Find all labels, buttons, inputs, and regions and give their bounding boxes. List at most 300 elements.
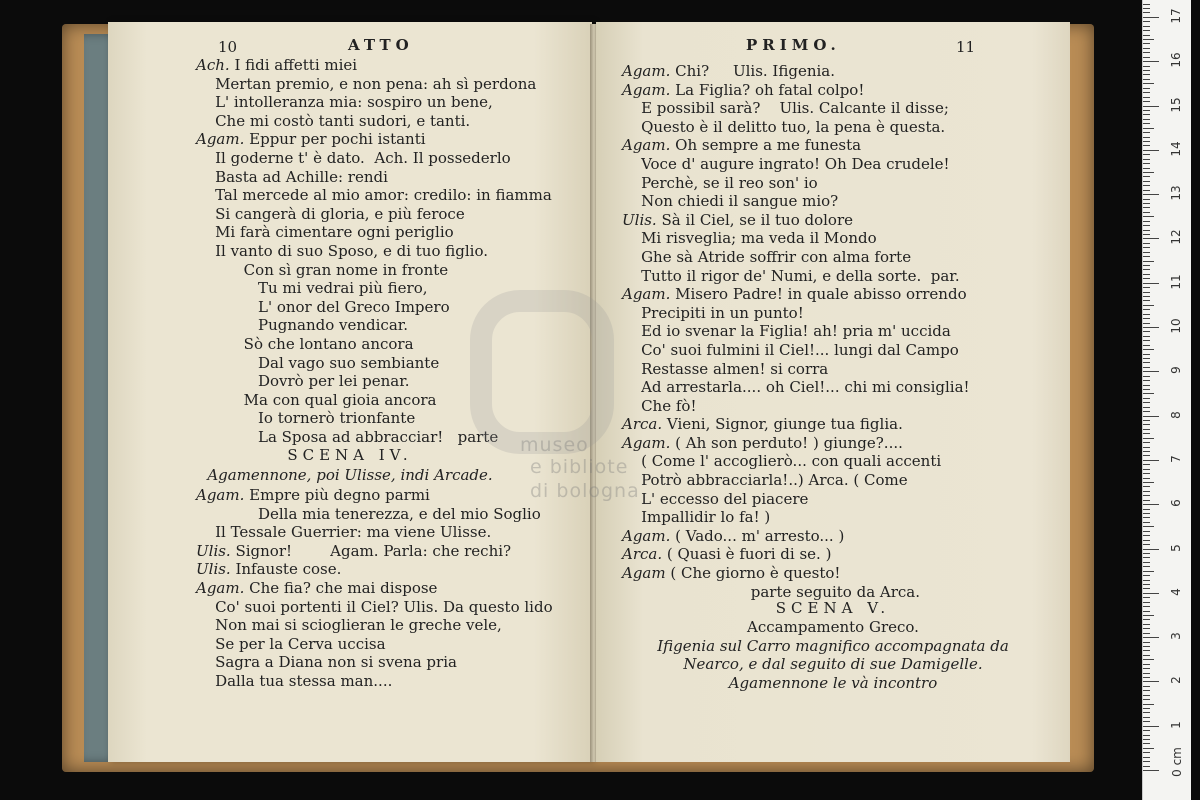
ruler-tick [1143, 371, 1159, 372]
line-text: Impallidir lo fa! ) [622, 508, 771, 527]
ruler-tick [1143, 544, 1150, 545]
ruler-tick [1143, 478, 1150, 479]
ruler-tick [1143, 712, 1150, 713]
ruler-tick [1143, 726, 1159, 727]
text-line [622, 378, 970, 397]
text-line [196, 616, 553, 635]
speaker-label: Agam [622, 564, 666, 583]
text-line [622, 62, 970, 81]
line-text: Tu mi vedrai più fiero, [196, 279, 428, 298]
text-line [196, 579, 553, 598]
ruler-tick [1143, 305, 1154, 306]
ruler-tick [1143, 473, 1150, 474]
speaker-label: Ulis. [622, 210, 657, 229]
ruler-tick [1143, 376, 1150, 377]
ruler-tick [1143, 602, 1150, 603]
ruler-tick [1143, 207, 1150, 208]
ruler-tick [1143, 123, 1150, 124]
watermark-text: museo [520, 434, 589, 456]
ruler-tick [1143, 642, 1150, 643]
ruler-tick [1143, 757, 1150, 758]
ruler-number: 8 [1169, 410, 1183, 419]
scene-line: Nearco, e dal seguito di sue Damigelle. [683, 655, 983, 674]
scene-description [596, 618, 1070, 692]
ruler-tick [1143, 526, 1154, 527]
ruler-tick [1143, 673, 1150, 674]
ruler-tick [1143, 35, 1150, 36]
ruler-tick [1143, 314, 1150, 315]
text-line [196, 598, 553, 617]
ruler-tick [1143, 380, 1150, 381]
text-line [196, 75, 552, 94]
speaker-label: Agam. [196, 578, 245, 597]
ruler-tick [1143, 261, 1154, 262]
text-line [622, 81, 970, 100]
ruler-tick [1143, 296, 1150, 297]
right-page [596, 22, 1070, 762]
ruler-tick [1143, 429, 1150, 430]
text-line [196, 205, 552, 224]
ruler-tick [1143, 300, 1150, 301]
ruler-tick [1143, 407, 1150, 408]
ruler-tick [1143, 39, 1154, 40]
ruler-tick [1143, 455, 1150, 456]
ruler-tick [1143, 628, 1150, 629]
ruler-tick [1143, 580, 1150, 581]
text-line [622, 564, 970, 583]
line-text: Chi? Ulis. Ifigenia. [670, 62, 836, 80]
text-line [196, 130, 552, 149]
line-text: Ma con qual gioia ancora [196, 390, 437, 409]
line-text: ( Come l' accoglierò... con quali accenti [622, 452, 942, 471]
ruler-tick [1143, 571, 1154, 572]
ruler-tick [1143, 119, 1150, 120]
ruler-tick [1143, 114, 1150, 115]
ruler-tick [1143, 101, 1150, 102]
line-text: E possibil sarà? Ulis. Calcante il disse; [622, 99, 949, 118]
ruler-tick [1143, 230, 1150, 231]
line-text: Ghe sà Atride soffrir con alma forte [622, 247, 912, 266]
ruler-tick [1143, 331, 1150, 332]
ruler-tick [1143, 770, 1159, 771]
text-line [622, 471, 970, 490]
text-line [196, 261, 552, 280]
line-text: I fidi affetti miei [229, 56, 358, 74]
line-text: Signor! Agam. Parla: che rechi? [230, 541, 512, 560]
ruler-tick [1143, 159, 1150, 160]
line-text: Vieni, Signor, giunge tua figlia. [662, 415, 903, 434]
ruler-tick [1143, 540, 1150, 541]
line-text: Infauste cose. [230, 560, 342, 579]
speaker-label: Ulis. [196, 560, 231, 579]
ruler-tick [1143, 447, 1150, 448]
ruler-tick [1143, 83, 1154, 84]
line-text: Non mai si scioglieran le greche vele, [196, 616, 502, 635]
text-line [196, 56, 552, 75]
ruler-tick [1143, 504, 1159, 505]
ruler-tick [1143, 97, 1150, 98]
text-line [622, 155, 970, 174]
ruler-number: 6 [1169, 499, 1183, 508]
ruler-tick [1143, 398, 1150, 399]
line-text: Misero Padre! in quale abisso orrendo [670, 285, 967, 304]
ruler-tick [1143, 619, 1150, 620]
ruler-tick [1143, 225, 1150, 226]
speaker-label: Agam. [622, 136, 671, 155]
ruler-tick [1143, 287, 1150, 288]
ruler-tick [1143, 655, 1150, 656]
ruler-tick [1143, 699, 1150, 700]
text-line [622, 360, 970, 379]
ruler-tick [1143, 221, 1150, 222]
line-text: Che fia? che mai dispose [244, 578, 438, 597]
ruler-tick [1143, 336, 1150, 337]
ruler-tick [1143, 486, 1150, 487]
line-text: Voce d' augure ingrato! Oh Dea crudele! [622, 154, 950, 173]
ruler-tick [1143, 256, 1150, 257]
text-line [622, 211, 970, 230]
ruler-number: 5 [1169, 543, 1183, 552]
ruler-tick [1143, 349, 1154, 350]
ruler-tick [1143, 766, 1150, 767]
ruler-tick [1143, 243, 1150, 244]
ruler-tick [1143, 495, 1150, 496]
ruler-number: 9 [1169, 366, 1183, 375]
ruler-tick [1143, 491, 1150, 492]
speaker-label: Arca. [622, 415, 663, 434]
line-text: L' onor del Greco Impero [196, 297, 450, 316]
ruler-tick [1143, 553, 1150, 554]
ruler-tick [1143, 234, 1150, 235]
speaker-label: Agam. [622, 433, 671, 452]
line-text: Basta ad Achille: rendi [196, 167, 388, 186]
ruler-tick [1143, 137, 1150, 138]
line-text: Ad arrestarla.... oh Ciel!... chi mi consiglia! [622, 378, 970, 397]
ruler-tick [1143, 752, 1150, 753]
ruler-tick [1143, 735, 1150, 736]
ruler-tick [1143, 690, 1150, 691]
ruler-tick [1143, 340, 1150, 341]
text-line [622, 192, 970, 211]
speaker-label: Ulis. [196, 541, 231, 560]
ruler-tick [1143, 748, 1154, 749]
ruler-tick [1143, 606, 1150, 607]
ruler-tick [1143, 469, 1150, 470]
ruler-tick [1143, 354, 1150, 355]
line-text: Sagra a Diana non si svena pria [196, 653, 457, 672]
text-line [196, 93, 552, 112]
text-line [622, 341, 970, 360]
text-line [196, 168, 552, 187]
speaker-label: Agam. [622, 285, 671, 304]
line-text: L' intolleranza mia: sospiro un bene, [196, 93, 493, 112]
ruler-tick [1143, 194, 1159, 195]
ruler-tick [1143, 66, 1150, 67]
ruler-number: 7 [1169, 455, 1183, 463]
line-text: Dovrò per lei penar. [196, 372, 410, 391]
ruler-number: 13 [1169, 185, 1183, 201]
ruler-tick [1143, 247, 1150, 248]
line-text: Il goderne t' è dato. Ach. Il possederlo [196, 148, 511, 167]
text-line [622, 267, 970, 286]
library-watermark [470, 290, 614, 454]
ruler-tick [1143, 278, 1150, 279]
line-text: L' eccesso del piacere [622, 489, 809, 508]
ruler-tick [1143, 26, 1150, 27]
ruler-tick [1143, 92, 1150, 93]
line-text: Sà il Ciel, se il tuo dolore [656, 210, 854, 229]
ruler-tick [1143, 646, 1150, 647]
ruler-tick [1143, 451, 1150, 452]
ruler-tick [1143, 141, 1150, 142]
ruler-tick [1143, 411, 1150, 412]
ruler-tick [1143, 309, 1150, 310]
text-line [196, 186, 552, 205]
text-line [196, 486, 553, 505]
ruler-tick [1143, 424, 1150, 425]
ruler-tick [1143, 283, 1159, 284]
ruler-tick [1143, 522, 1150, 523]
ruler-tick [1143, 611, 1150, 612]
ruler-tick [1143, 615, 1154, 616]
ruler-tick [1143, 562, 1150, 563]
line-text: Io tornerò trionfante [196, 409, 416, 428]
ruler-tick [1143, 597, 1150, 598]
ruler-tick [1143, 442, 1150, 443]
ruler-tick [1143, 385, 1150, 386]
ruler-tick [1143, 633, 1150, 634]
ruler-number: 10 [1169, 318, 1183, 334]
line-text: Mi risveglia; ma veda il Mondo [622, 229, 877, 248]
line-text: Dal vago suo sembiante [196, 353, 440, 372]
line-text: Sò che lontano ancora [196, 334, 414, 353]
ruler-tick [1143, 70, 1150, 71]
line-text: Tal mercede al mio amor: credilo: in fiamma [196, 186, 552, 205]
ruler-tick [1143, 402, 1150, 403]
speaker-label: Agam. [622, 526, 671, 545]
text-block-2 [196, 486, 553, 691]
ruler-tick [1143, 323, 1150, 324]
line-text: Che fò! [622, 396, 697, 415]
ruler-tick [1143, 154, 1150, 155]
ruler-tick [1143, 566, 1150, 567]
text-line [622, 229, 970, 248]
line-text: La Figlia? oh fatal colpo! [670, 80, 865, 99]
text-line [196, 242, 552, 261]
ruler-tick [1143, 145, 1150, 146]
ruler-tick [1143, 708, 1150, 709]
text-line [622, 434, 970, 453]
speaker-label: Agam. [622, 80, 671, 99]
ruler-tick [1143, 172, 1154, 173]
ruler-tick [1143, 216, 1154, 217]
ruler-tick [1143, 637, 1159, 638]
ruler-tick [1143, 252, 1150, 253]
line-text: Empre più degno parmi [244, 486, 430, 504]
ruler-tick [1143, 132, 1150, 133]
ruler-tick [1143, 717, 1150, 718]
ruler-number: 4 [1169, 587, 1183, 596]
text-line [622, 248, 970, 267]
watermark-text: e bibliote [530, 456, 629, 478]
ruler-tick [1143, 517, 1150, 518]
ruler-tick [1143, 181, 1150, 182]
ruler-tick [1143, 624, 1150, 625]
text-line [196, 505, 553, 524]
page-number: 11 [956, 38, 976, 56]
line-text: Il Tessale Guerrier: ma viene Ulisse. [196, 523, 492, 542]
ruler-tick [1143, 664, 1150, 665]
running-head: ATTO [348, 36, 414, 54]
scene-title: SCENA V. [775, 599, 891, 617]
ruler-tick [1143, 433, 1150, 434]
line-text: Se per la Cerva uccisa [196, 634, 386, 653]
ruler-number: 15 [1169, 96, 1183, 113]
line-text: ( Che giorno è questo! [665, 564, 841, 583]
ruler-tick [1143, 48, 1150, 49]
ruler-tick [1143, 681, 1159, 682]
ruler-tick [1143, 584, 1150, 585]
ruler-tick [1143, 110, 1150, 111]
ruler-tick [1143, 12, 1150, 13]
text-line [622, 174, 970, 193]
ruler-tick [1143, 721, 1150, 722]
ruler-tick [1143, 367, 1150, 368]
text-line [622, 322, 970, 341]
line-text: Questo è il delitto tuo, la pena è questa. [622, 117, 946, 136]
ruler-tick [1143, 265, 1150, 266]
line-text: Oh sempre a me funesta [670, 136, 862, 155]
text-block [622, 62, 970, 601]
ruler-tick [1143, 500, 1150, 501]
ruler-tick [1143, 743, 1150, 744]
ruler-tick [1143, 30, 1150, 31]
ruler-tick [1143, 8, 1150, 9]
ruler-tick [1143, 52, 1150, 53]
text-line [622, 99, 970, 118]
ruler-tick [1143, 588, 1150, 589]
line-text: Con sì gran nome in fronte [196, 260, 449, 279]
line-text: parte seguito da Arca. [622, 582, 921, 601]
text-line [622, 397, 970, 416]
ruler-tick [1143, 163, 1150, 164]
ruler-tick [1143, 677, 1150, 678]
line-text: Della mia tenerezza, e del mio Soglio [196, 504, 541, 523]
text-line [622, 490, 970, 509]
line-text: Perchè, se il reo son' io [622, 173, 818, 192]
scene-line: Accampamento Greco. [747, 618, 919, 636]
ruler-tick [1143, 513, 1150, 514]
ruler-tick [1143, 464, 1150, 465]
line-text: Eppur per pochi istanti [244, 130, 426, 149]
ruler-tick [1143, 185, 1150, 186]
text-line [622, 452, 970, 471]
ruler-tick [1143, 274, 1150, 275]
ruler-tick [1143, 88, 1150, 89]
ruler-tick [1143, 438, 1154, 439]
line-text: Ed io svenar la Figlia! ah! pria m' uccida [622, 322, 951, 341]
ruler-tick [1143, 43, 1150, 44]
ruler-tick [1143, 292, 1150, 293]
running-head: PRIMO. [746, 36, 841, 54]
ruler-tick [1143, 593, 1159, 594]
ruler-tick [1143, 106, 1159, 107]
text-line [196, 112, 552, 131]
ruler-tick [1143, 668, 1150, 669]
ruler-tick [1143, 345, 1150, 346]
ruler-tick [1143, 190, 1150, 191]
ruler-number: 12 [1169, 229, 1183, 246]
ruler-number: 3 [1169, 632, 1183, 640]
measurement-ruler [1142, 0, 1191, 800]
ruler-tick [1143, 535, 1150, 536]
ruler-tick [1143, 176, 1150, 177]
line-text: ( Ah son perduto! ) giunge?.... [670, 433, 903, 452]
line-text: Non chiedi il sangue mio? [622, 192, 839, 211]
line-text: Precipiti in un punto! [622, 303, 804, 322]
text-line [622, 285, 970, 304]
ruler-tick [1143, 79, 1150, 80]
ruler-number: 14 [1169, 141, 1183, 157]
ruler-number: 17 [1169, 8, 1183, 24]
ruler-tick [1143, 327, 1159, 328]
ruler-tick [1143, 695, 1150, 696]
text-line [622, 527, 970, 546]
ruler-tick [1143, 168, 1150, 169]
line-text: Restasse almen! si corra [622, 359, 829, 378]
ruler-number: 11 [1169, 274, 1183, 290]
text-line [622, 136, 970, 155]
watermark-text: di bologna [530, 480, 640, 502]
ruler-tick [1143, 509, 1150, 510]
ruler-tick [1143, 482, 1154, 483]
ruler-tick [1143, 420, 1150, 421]
line-text: Pugnando vendicar. [196, 316, 409, 335]
text-line [622, 118, 970, 137]
speaker-label: Agam. [622, 62, 671, 80]
ruler-tick [1143, 650, 1150, 651]
ruler-tick [1143, 531, 1150, 532]
line-text: Potrò abbracciarla!..) Arca. ( Come [622, 471, 908, 490]
ruler-tick [1143, 393, 1154, 394]
ruler-tick [1143, 212, 1150, 213]
text-line [622, 415, 970, 434]
scene-title: SCENA IV. [287, 446, 413, 464]
ruler-tick [1143, 549, 1159, 550]
line-text: Co' suoi fulmini il Ciel!... lungi dal Campo [622, 340, 959, 359]
ruler-tick [1143, 704, 1154, 705]
text-line [196, 523, 553, 542]
ruler-tick [1143, 318, 1150, 319]
ruler-tick [1143, 659, 1154, 660]
ruler-tick [1143, 739, 1150, 740]
line-text: Co' suoi portenti il Ciel? Ulis. Da questo lido [196, 597, 553, 616]
ruler-tick [1143, 21, 1150, 22]
ruler-tick [1143, 460, 1159, 461]
line-text: ( Vado... m' arresto... ) [670, 526, 845, 545]
line-text: ( Quasi è fuori di se. ) [662, 545, 832, 564]
ruler-tick [1143, 761, 1150, 762]
ruler-tick [1143, 358, 1150, 359]
ruler-number: 2 [1169, 676, 1183, 685]
ruler-tick [1143, 199, 1150, 200]
ruler-tick [1143, 203, 1150, 204]
ruler-tick [1143, 730, 1150, 731]
line-text: Mertan premio, e non pena: ah sì perdona [196, 74, 537, 93]
ruler-number: 1 [1169, 720, 1183, 729]
ruler-tick [1143, 575, 1150, 576]
scene-subtitle: Agamennone, poi Ulisse, indi Arcade. [207, 466, 493, 484]
